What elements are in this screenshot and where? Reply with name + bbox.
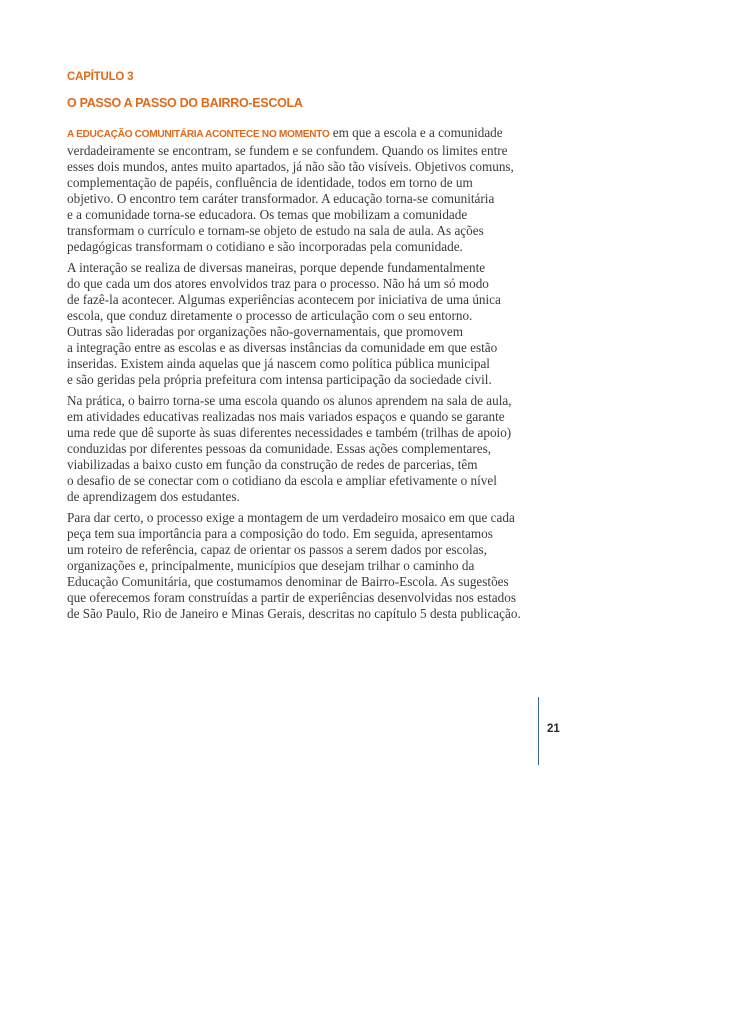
paragraph-line: esses dois mundos, antes muito apartados, já não são tão visíveis. Objetivos comuns, bbox=[67, 159, 514, 174]
paragraph-line: que oferecemos foram construídas a partir de experiências desenvolvidas nos estados bbox=[67, 590, 516, 605]
paragraph-line: peça tem sua importância para a composição do todo. Em seguida, apresentamos bbox=[67, 526, 493, 541]
paragraph-line: e são geridas pela própria prefeitura com intensa participação da sociedade civil. bbox=[67, 372, 492, 387]
paragraph-line: uma rede que dê suporte às suas diferentes necessidades e também (trilhas de apoio) bbox=[67, 425, 512, 440]
page-number: 21 bbox=[547, 723, 560, 735]
paragraph-line: escola, que conduz diretamente o processo de articulação com o seu entorno. bbox=[67, 308, 473, 323]
chapter-title: O PASSO A PASSO DO BAIRRO-ESCOLA bbox=[67, 96, 303, 110]
chapter-label: CAPÍTULO 3 bbox=[67, 71, 134, 83]
paragraph-line: e a comunidade torna-se educadora. Os temas que mobilizam a comunidade bbox=[67, 207, 468, 222]
paragraph-line: Na prática, o bairro torna-se uma escola quando os alunos aprendem na sala de aula, bbox=[67, 393, 512, 408]
paragraph-line: complementação de papéis, confluência de identidade, todos em torno de um bbox=[67, 175, 473, 190]
paragraph-line: Educação Comunitária, que costumamos denominar de Bairro-Escola. As sugestões bbox=[67, 574, 509, 589]
paragraph-line: A interação se realiza de diversas maneiras, porque depende fundamentalmente bbox=[67, 260, 486, 275]
paragraph-3 bbox=[67, 393, 541, 505]
paragraph-line: inseridas. Existem ainda aquelas que já nascem como política pública municipal bbox=[67, 356, 490, 371]
body-text bbox=[67, 125, 541, 627]
paragraph-line: viabilizadas a baixo custo em função da construção de redes de parcerias, têm bbox=[67, 457, 478, 472]
paragraph-line: de São Paulo, Rio de Janeiro e Minas Gerais, descritas no capítulo 5 desta publicação. bbox=[67, 606, 521, 621]
paragraph-line: de fazê-la acontecer. Algumas experiências acontecem por iniciativa de uma única bbox=[67, 292, 501, 307]
page-number-rule bbox=[538, 697, 539, 765]
paragraph-line: objetivo. O encontro tem caráter transformador. A educação torna-se comunitária bbox=[67, 191, 495, 206]
paragraph-line: pedagógicas transformam o cotidiano e são incorporadas pela comunidade. bbox=[67, 239, 463, 254]
paragraph-line: verdadeiramente se encontram, se fundem e se confundem. Quando os limites entre bbox=[67, 143, 508, 158]
paragraph-2 bbox=[67, 260, 541, 388]
paragraph-line bbox=[67, 125, 541, 143]
paragraph-line: de aprendizagem dos estudantes. bbox=[67, 489, 240, 504]
paragraph-line: o desafio de se conectar com o cotidiano da escola e ampliar efetivamente o nível bbox=[67, 473, 497, 488]
paragraph-line: transformam o currículo e tornam-se objeto de estudo na sala de aula. As ações bbox=[67, 223, 484, 238]
paragraph-line: Para dar certo, o processo exige a montagem de um verdadeiro mosaico em que cada bbox=[67, 510, 515, 525]
paragraph-line: em atividades educativas realizadas nos mais variados espaços e quando se garante bbox=[67, 409, 505, 424]
paragraph-line: um roteiro de referência, capaz de orientar os passos a serem dados por escolas, bbox=[67, 542, 487, 557]
paragraph-line: do que cada um dos atores envolvidos traz para o processo. Não há um só modo bbox=[67, 276, 489, 291]
lead-in-text: A EDUCAÇÃO COMUNITÁRIA ACONTECE NO MOMENTO bbox=[67, 129, 330, 140]
paragraph-line: conduzidas por diferentes pessoas da comunidade. Essas ações complementares, bbox=[67, 441, 492, 456]
paragraph-line: organizações e, principalmente, municípios que desejam trilhar o caminho da bbox=[67, 558, 475, 573]
paragraph-line: a integração entre as escolas e as diversas instâncias da comunidade em que estão bbox=[67, 340, 498, 355]
lead-in-continuation: em que a escola e a comunidade bbox=[329, 125, 503, 140]
paragraph-1 bbox=[67, 125, 541, 255]
paragraph-4 bbox=[67, 510, 541, 622]
paragraph-line: Outras são lideradas por organizações não-governamentais, que promovem bbox=[67, 324, 463, 339]
